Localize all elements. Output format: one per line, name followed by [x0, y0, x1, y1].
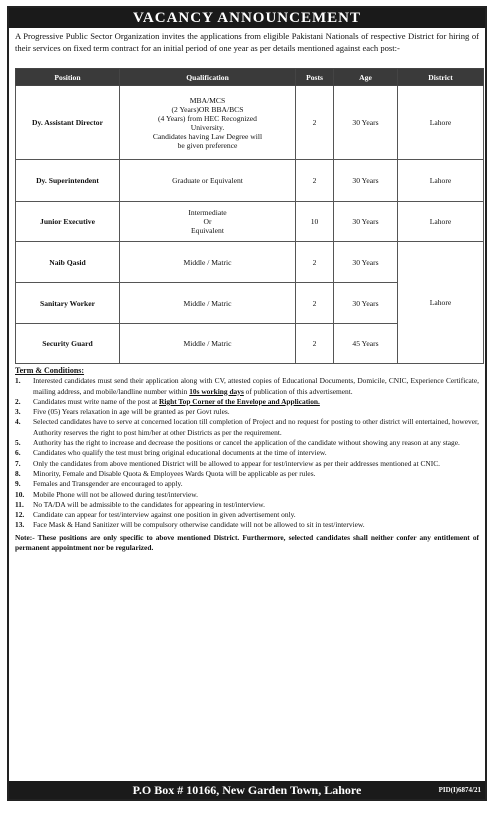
qualification-line: (2 Years)OR BBA/BCS — [171, 104, 244, 114]
term-item — [15, 397, 479, 407]
term-number: 3. — [15, 407, 21, 417]
term-number: 12. — [15, 510, 25, 520]
qualification-line: Intermediate — [188, 208, 227, 217]
term-item — [15, 510, 479, 520]
age-cell: 30 Years — [334, 202, 398, 242]
position-cell: Dy. Assistant Director — [16, 86, 120, 160]
note-text: Note:- These positions are only specific to above mentioned District. Furthermore, selected candidates shall neither confer any entitlement of permanent appointment nor be regularized. — [15, 532, 479, 553]
term-text: Authority has the right to increase and decrease the positions or cancel the application of the candidate without showing any reason at any stage. — [33, 438, 460, 448]
term-item — [15, 469, 479, 479]
term-item — [15, 448, 479, 458]
term-number: 5. — [15, 438, 21, 448]
term-highlight: Right Top Corner of the Envelope and Application. — [159, 396, 320, 406]
term-number: 10. — [15, 489, 25, 499]
term-text: Minority, Female and Disable Quota & Employees Wards Quota will be applicable as per rules. — [33, 468, 316, 478]
header-position: Position — [16, 69, 120, 86]
footer-bar — [9, 781, 485, 799]
header-age: Age — [334, 69, 398, 86]
age-cell: 30 Years — [334, 242, 398, 283]
term-number: 9. — [15, 479, 21, 489]
district-cell: Lahore — [398, 86, 484, 160]
qualification-line: Middle / Matric — [183, 298, 232, 308]
qualification-cell — [120, 86, 296, 160]
terms-title: Term & Conditions: — [15, 366, 85, 375]
term-item — [15, 490, 479, 500]
term-number: 2. — [15, 396, 21, 406]
term-number: 13. — [15, 520, 25, 530]
term-item — [15, 438, 479, 448]
qualification-line: MBA/MCS — [189, 95, 226, 105]
term-number: 1. — [15, 376, 21, 386]
qualification-line: Middle / Matric — [183, 339, 232, 348]
qualification-line: University. — [190, 122, 225, 132]
term-item — [15, 407, 479, 417]
term-text: Candidate can appear for test/interview against one position in given advertisement only. — [33, 510, 296, 520]
term-text: Only the candidates from above mentioned District will be allowed to appear for test/interview as per their addresses mentioned at CNIC. — [33, 458, 440, 468]
posts-cell: 2 — [296, 283, 334, 324]
term-item — [15, 479, 479, 489]
table-row — [16, 160, 484, 202]
term-text: Mobile Phone will not be allowed during test/interview. — [33, 489, 198, 499]
position-cell: Dy. Superintendent — [16, 160, 120, 202]
header-district: District — [398, 69, 484, 86]
header-qualification: Qualification — [120, 69, 296, 86]
qualification-cell — [120, 202, 296, 242]
header-posts: Posts — [296, 69, 334, 86]
intro-text: A Progressive Public Sector Organization invites the applications from eligible Pakistani Nationals of respective District for hiring of their services on fixed term contract for an initial period of one year as per details mentioned against each post:- — [15, 31, 479, 54]
table-row — [16, 86, 484, 160]
district-cell: Lahore — [398, 242, 484, 364]
term-number: 8. — [15, 468, 21, 478]
term-number: 11. — [15, 499, 24, 509]
vacancy-table — [15, 68, 484, 364]
qualification-line: Or — [203, 217, 212, 226]
footer-address: P.O Box # 10166, New Garden Town, Lahore — [132, 783, 362, 797]
age-cell: 45 Years — [334, 324, 398, 364]
term-text-part: Candidates must write name of the post at — [33, 396, 160, 406]
qualification-line: Candidates having Law Degree will — [152, 131, 263, 141]
posts-cell: 2 — [296, 242, 334, 283]
posts-cell: 2 — [296, 160, 334, 202]
posts-cell: 10 — [296, 202, 334, 242]
term-number: 7. — [15, 458, 21, 468]
term-number: 6. — [15, 448, 21, 458]
term-text: Candidates who qualify the test must bring original educational documents at the time of interview. — [33, 448, 327, 458]
district-cell: Lahore — [398, 160, 484, 202]
term-item — [15, 417, 479, 438]
term-number: 4. — [15, 417, 21, 427]
table-row — [16, 242, 484, 283]
age-cell: 30 Years — [334, 160, 398, 202]
term-text-part: Interested candidates must send their application along with CV, attested copies of Educational Documents, Domicile, CNIC, Experience Certificate, mailing address, and mobile/landline number within — [33, 376, 479, 396]
qualification-cell — [120, 160, 296, 202]
footer-pid: PID(I)6874/21 — [438, 786, 481, 794]
qualification-line: Equivalent — [191, 226, 224, 235]
term-highlight: 10s working days — [189, 386, 244, 396]
term-text — [33, 376, 479, 397]
term-text-part: of publication of this advertisement. — [243, 386, 353, 396]
term-text: Females and Transgender are encouraged to apply. — [33, 479, 183, 489]
age-cell: 30 Years — [334, 86, 398, 160]
terms-section — [9, 364, 485, 531]
qualification-line: be given preference — [177, 140, 238, 150]
page-title: VACANCY ANNOUNCEMENT — [9, 8, 485, 28]
term-item — [15, 376, 479, 397]
qualification-line: Middle / Matric — [183, 257, 232, 267]
position-cell: Security Guard — [16, 324, 120, 364]
term-text: No TA/DA will be admissible to the candidates for appearing in test/interview. — [33, 499, 265, 509]
term-text — [33, 397, 479, 407]
posts-cell: 2 — [296, 324, 334, 364]
term-item — [15, 500, 479, 510]
term-text: Face Mask & Hand Sanitizer will be compulsory otherwise candidate will not be allowed to sit in test/interview. — [33, 520, 365, 530]
term-item — [15, 520, 479, 530]
qualification-line: Graduate or Equivalent — [172, 176, 243, 185]
qualification-line: (4 Years) from HEC Recognized — [158, 113, 257, 123]
position-cell: Junior Executive — [16, 202, 120, 242]
term-text: Five (05) Years relaxation in age will be granted as per Govt rules. — [33, 407, 230, 417]
posts-cell: 2 — [296, 86, 334, 160]
advertisement — [7, 6, 487, 801]
position-cell: Sanitary Worker — [16, 283, 120, 324]
term-text: Selected candidates have to serve at concerned location till completion of Project and no request for posting to other district will entertained, however, Authority reserves the right to post him/her at other Districts as per the requirement. — [33, 417, 479, 437]
qualification-cell — [120, 283, 296, 324]
qualification-cell — [120, 242, 296, 283]
district-cell: Lahore — [398, 202, 484, 242]
table-header-row — [16, 69, 484, 86]
term-item — [15, 459, 479, 469]
position-cell: Naib Qasid — [16, 242, 120, 283]
qualification-cell — [120, 324, 296, 364]
table-row — [16, 202, 484, 242]
age-cell: 30 Years — [334, 283, 398, 324]
